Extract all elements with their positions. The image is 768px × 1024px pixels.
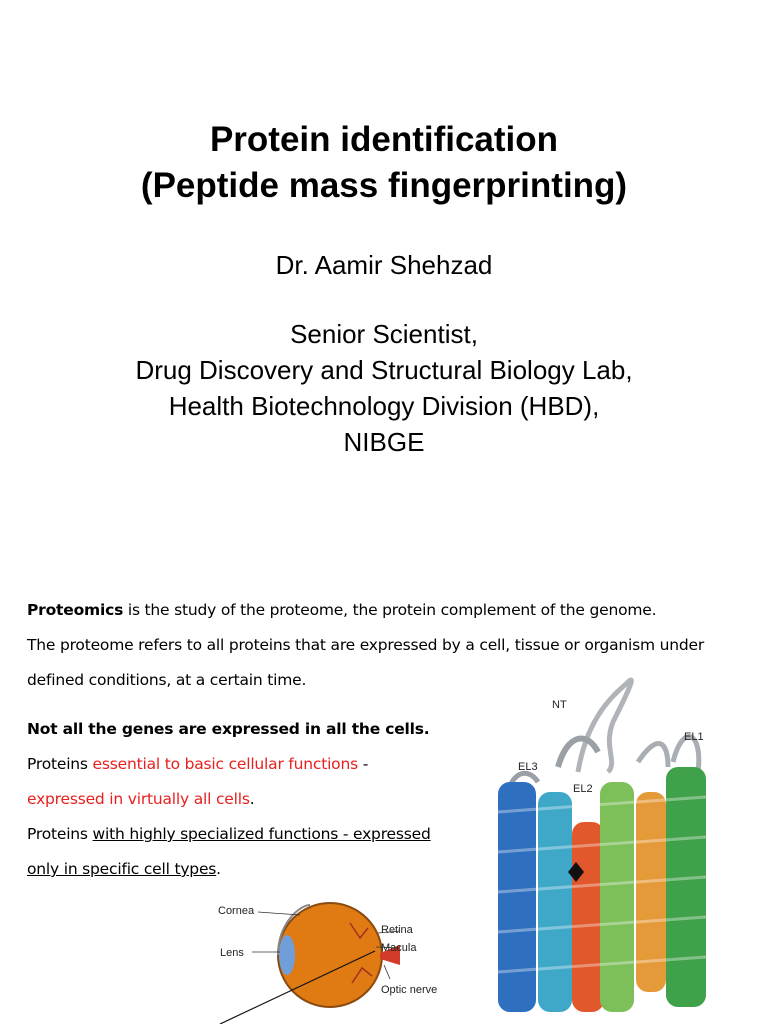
specific-cell-types-text: only in specific cell types [27,860,217,878]
specialized-functions-text: with highly specialized functions - expressed [92,825,431,843]
label-lens: Lens [220,947,244,959]
label-retina: Retina [381,924,413,936]
helix-cyan [538,792,572,1012]
title-line-2: (Peptide mass fingerprinting) [140,166,628,205]
proteome-definition-line-2: defined conditions, at a certain time. [27,671,307,689]
label-cornea: Cornea [218,905,255,917]
dash-text: - [357,755,369,773]
affiliation-line-4: NIBGE [343,427,425,457]
proteomics-term: Proteomics [27,601,124,619]
proteins-text: Proteins [27,755,93,773]
helix-green [666,767,706,1007]
period-text: . [216,860,221,878]
helix-lightgreen [600,782,634,1012]
label-macula: Macula [381,942,417,954]
genes-statement: Not all the genes are expressed in all the cells. [27,720,430,738]
label-nt: NT [552,699,567,711]
label-el1: EL1 [684,731,704,743]
title-line-1: Protein identification [209,120,559,159]
period-text: . [249,790,255,808]
expressed-all-cells-line [27,790,254,808]
affiliation-line-2: Drug Discovery and Structural Biology Lab, [135,355,633,385]
specialized-proteins-line [27,825,431,843]
author-name: Dr. Aamir Shehzad [275,250,493,280]
proteins-text: Proteins [27,825,93,843]
affiliation-line-1: Senior Scientist, [290,319,478,349]
affiliation-line-3: Health Biotechnology Division (HBD), [168,391,600,421]
label-el2: EL2 [573,783,593,795]
eye-anatomy-image [200,893,440,1024]
label-optic-nerve: Optic nerve [381,984,438,996]
specific-cell-types-line [27,860,221,878]
nt-loop [578,680,631,772]
label-el3: EL3 [518,761,538,773]
el1-loop-a [638,743,668,767]
optic-nerve-pointer [384,965,390,979]
essential-proteins-line [27,755,368,773]
slide-title [0,117,768,209]
proteomics-definition [27,601,656,619]
helix-blue [498,782,536,1012]
membrane-protein-structure-image [488,672,740,1024]
expressed-all-cells-text: expressed in virtually all cells [27,790,250,808]
proteome-definition-line-1: The proteome refers to all proteins that are expressed by a cell, tissue or organism under [27,636,705,654]
affiliation [0,316,768,460]
lens-shape [279,935,295,975]
proteomics-definition-text: is the study of the proteome, the protein complement of the genome. [123,601,657,619]
essential-functions-text: essential to basic cellular functions [92,755,358,773]
helix-red [572,822,604,1012]
